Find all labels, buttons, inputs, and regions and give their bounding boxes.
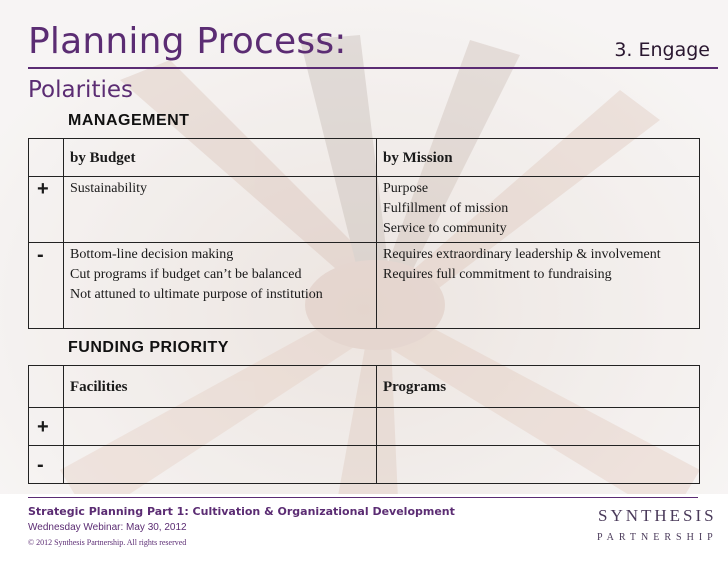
table-cell xyxy=(64,177,377,243)
cell-line: Requires full commitment to fundraising xyxy=(383,267,612,282)
table-cell xyxy=(377,408,700,446)
table-header-row xyxy=(29,366,700,408)
table-cell xyxy=(64,243,377,329)
funding-table xyxy=(28,365,700,484)
plus-sign: + xyxy=(29,408,64,446)
table-row xyxy=(29,408,700,446)
cell-line: Purpose xyxy=(383,181,429,196)
partnership-logo-wordmark: PARTNERSHIP xyxy=(597,532,718,543)
management-table xyxy=(28,138,700,329)
funding-priority-heading: FUNDING PRIORITY xyxy=(68,339,229,356)
cell-line: Not attuned to ultimate purpose of institution xyxy=(70,287,323,302)
table-header-row xyxy=(29,139,700,177)
cell-line: Cut programs if budget can’t be balanced xyxy=(70,267,302,282)
title-divider xyxy=(28,67,718,69)
cell-line: Bottom-line decision making xyxy=(70,247,234,262)
empty-cell xyxy=(29,139,64,177)
table-row xyxy=(29,446,700,484)
cell-line: Fulfillment of mission xyxy=(383,201,509,216)
table-cell xyxy=(64,408,377,446)
plus-sign: + xyxy=(29,177,64,243)
page-subtitle: Polarities xyxy=(28,77,133,103)
footer-webinar-date: Wednesday Webinar: May 30, 2012 xyxy=(28,522,187,533)
footer-copyright: © 2012 Synthesis Partnership. All rights reserved xyxy=(28,538,187,547)
table-row xyxy=(29,243,700,329)
table-cell xyxy=(377,446,700,484)
footer-course-title: Strategic Planning Part 1: Cultivation & Organizational Development xyxy=(28,505,455,518)
column-header-budget: by Budget xyxy=(64,139,377,177)
synthesis-logo-wordmark: SYNTHESIS xyxy=(598,506,717,525)
management-heading: MANAGEMENT xyxy=(68,112,190,129)
cell-line: Requires extraordinary leadership & involvement xyxy=(383,247,661,262)
cell-line: Service to community xyxy=(383,221,507,236)
empty-cell xyxy=(29,366,64,408)
table-cell xyxy=(64,446,377,484)
footer-divider xyxy=(28,497,698,498)
column-header-mission: by Mission xyxy=(377,139,700,177)
column-header-programs: Programs xyxy=(377,366,700,408)
page-title: Planning Process: xyxy=(28,21,347,62)
minus-sign: - xyxy=(29,243,64,329)
table-row xyxy=(29,177,700,243)
column-header-facilities: Facilities xyxy=(64,366,377,408)
table-cell xyxy=(377,177,700,243)
minus-sign: - xyxy=(29,446,64,484)
table-cell xyxy=(377,243,700,329)
section-tag: 3. Engage xyxy=(614,39,710,61)
cell-line: Sustainability xyxy=(70,181,147,196)
